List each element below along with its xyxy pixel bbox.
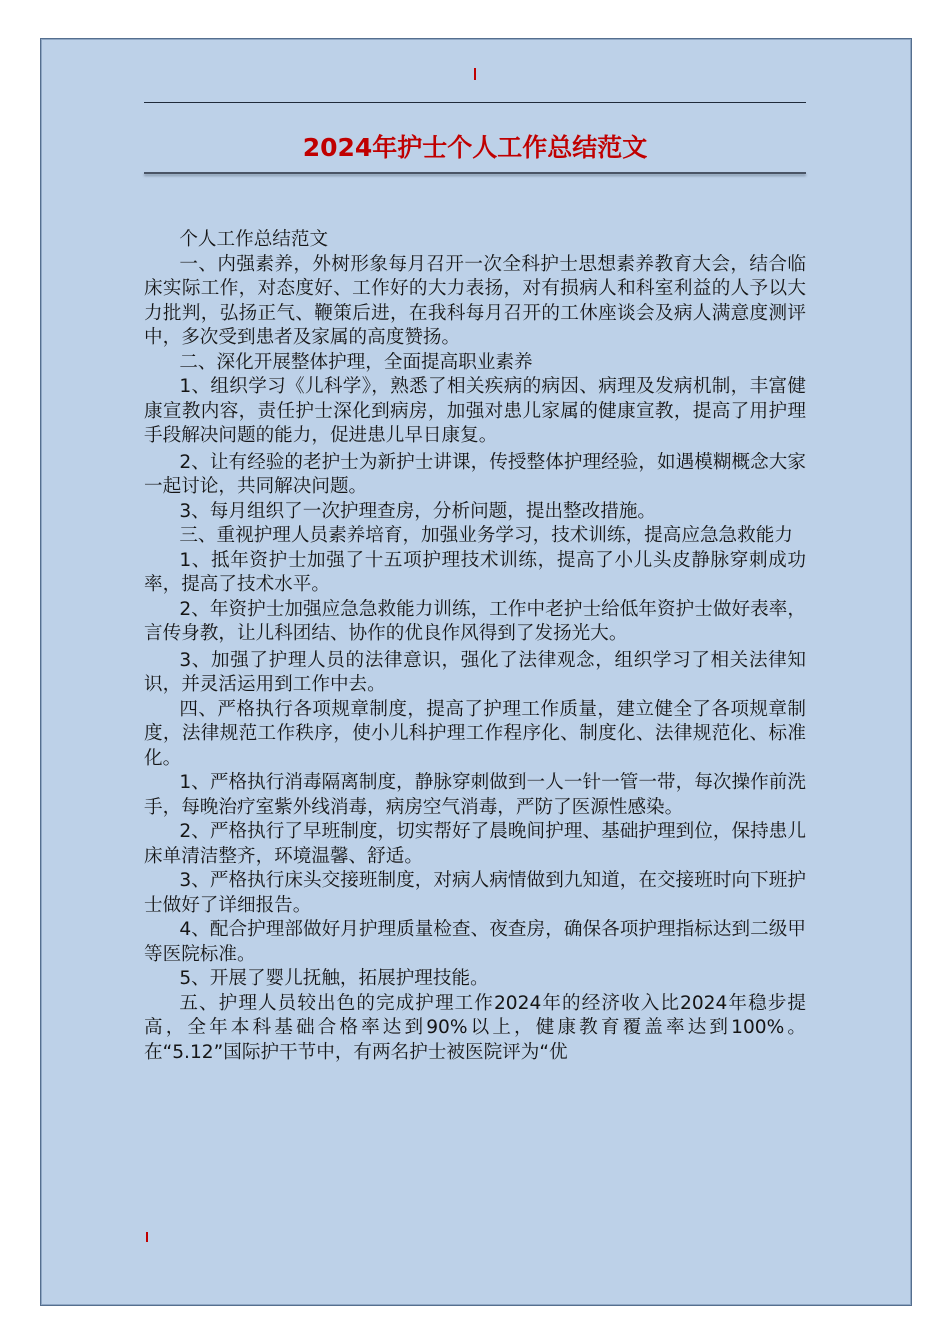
section-4-heading: 四、严格执行各项规章制度，提高了护理工作质量，建立健全了各项规章制度，法律规范工作秩序，使小儿科护理工作程序化、制度化、法律规范化、标准化。: [144, 698, 806, 769]
section-3-item-3: 3、加强了护理人员的法律意识，强化了法律观念，组织学习了相关法律知识，并灵活运用到工作中去。: [144, 649, 806, 695]
title-underline: [144, 172, 806, 174]
section-3-item-2: 2、年资护士加强应急急救能力训练，工作中老护士给低年资护士做好表率，言传身教，让儿科团结、协作的优良作风得到了发扬光大。: [144, 598, 806, 644]
section-2-heading: 二、深化开展整体护理，全面提高职业素养: [179, 351, 533, 373]
section-3-heading: 三、重视护理人员素养培育，加强业务学习，技术训练，提高应急急救能力: [179, 525, 793, 546]
section-2-item-2: 2、让有经验的老护士为新护士讲课，传授整体护理经验，如遇模糊概念大家一起讨论，共同解决问题。: [144, 451, 806, 497]
section-1-paragraph: 一、内强素养，外树形象每月召开一次全科护士思想素养教育大会，结合临床实际工作，对态度好、工作好的大力表扬，对有损病人和科室利益的人予以大力批判，弘扬正气、鞭策后进，在我科每月召开的工休座谈会及病人满意度测评中，多次受到患者及家属的高度赞扬。: [144, 253, 806, 348]
header-cursor-mark: [474, 68, 476, 80]
header-rule: [144, 102, 806, 103]
document-body: [144, 228, 806, 1065]
document-title: 2024年护士个人工作总结范文: [302, 133, 648, 162]
section-3-item-1: 1、抵年资护士加强了十五项护理技术训练，提高了小儿头皮静脉穿刺成功率，提高了技术水平。: [144, 549, 806, 595]
section-4-item-2: 2、严格执行了早班制度，切实帮好了晨晚间护理、基础护理到位，保持患儿床单清洁整齐，环境温馨、舒适。: [144, 821, 806, 867]
intro-line: 个人工作总结范文: [179, 229, 329, 250]
section-4-item-3: 3、严格执行床头交接班制度，对病人病情做到九知道，在交接班时向下班护士做好了详细报告。: [144, 870, 806, 916]
section-4-item-5: 5、开展了婴儿抚触，拓展护理技能。: [179, 968, 489, 989]
section-2-item-3: 3、每月组织了一次护理查房，分析问题，提出整改措施。: [179, 500, 657, 522]
footer-cursor-mark: [146, 1232, 148, 1242]
section-4-item-4: 4、配合护理部做好月护理质量检查、夜查房，确保各项护理指标达到二级甲等医院标准。: [144, 919, 806, 965]
section-4-item-1: 1、严格执行消毒隔离制度，静脉穿刺做到一人一针一管一带，每次操作前洗手，每晚治疗室紫外线消毒，病房空气消毒，严防了医源性感染。: [144, 772, 806, 818]
section-2-item-1: 1、组织学习《儿科学》，熟悉了相关疾病的病因、病理及发病机制，丰富健康宣教内容，责任护士深化到病房，加强对患儿家属的健康宣教，提高了用护理手段解决问题的能力，促进患儿早日康复。: [144, 376, 806, 446]
section-5-paragraph: 五、护理人员较出色的完成护理工作2024年的经济收入比2024年稳步提高，全年本科基础合格率达到90%以上，健康教育覆盖率达到100%。在“5.12”国际护干节中，有两名护士被医院评为“优: [144, 992, 806, 1063]
